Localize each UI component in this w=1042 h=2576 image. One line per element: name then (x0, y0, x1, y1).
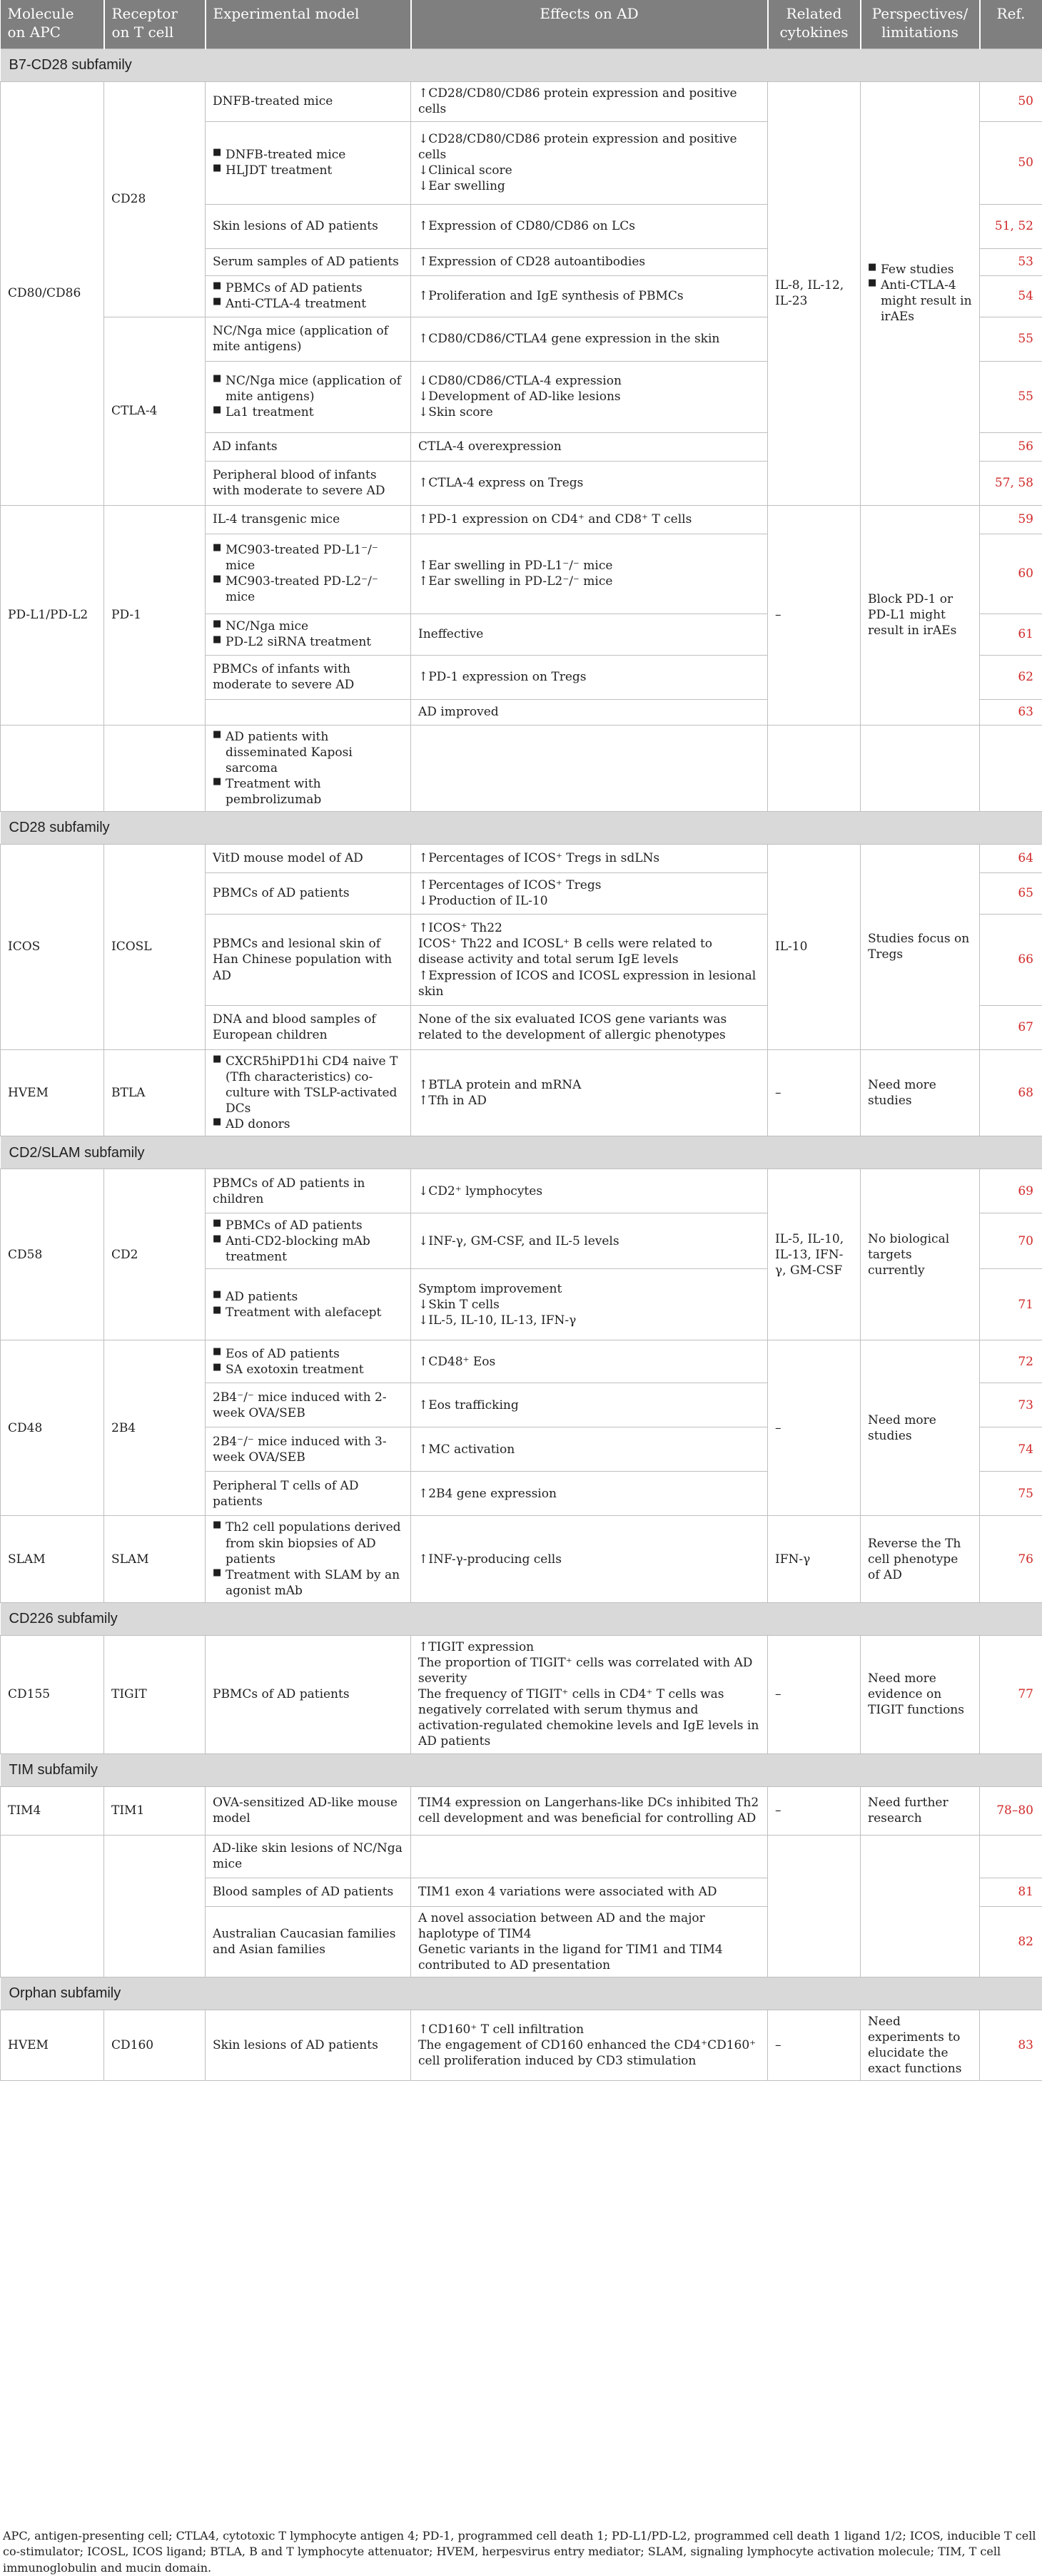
model-cell (206, 2010, 411, 2080)
ref-cell: 57, 58 (980, 461, 1042, 505)
table-row (1, 725, 1042, 811)
effects-cell (411, 1878, 768, 1906)
effects-cell (411, 872, 768, 914)
table-cell (861, 725, 980, 811)
text-line: ↑Eos trafficking (418, 1398, 760, 1413)
model-cell (206, 1878, 411, 1906)
list-item: ■ Th2 cell populations derived from skin biopsies of AD patients (213, 1519, 403, 1567)
ref-cell: 55 (980, 317, 1042, 361)
header-row (1, 0, 1042, 49)
text-line: PBMCs of AD patients (213, 1686, 403, 1702)
text-line: ↑Expression of CD28 autoantibodies (418, 254, 760, 270)
effects-cell (411, 1427, 768, 1472)
text-line: PBMCs and lesional skin of Han Chinese population with AD (213, 936, 403, 983)
header-perspectives: Perspectives/ limitations (861, 0, 980, 49)
ref-cell: 81 (980, 1878, 1042, 1906)
text-line: ↓Production of IL-10 (418, 893, 760, 909)
text-line: Need experiments to elucidate the exact functions (868, 2014, 972, 2077)
model-cell (206, 872, 411, 914)
text-line: ↑BTLA protein and mRNA (418, 1077, 760, 1093)
text-line: ↑PD-1 expression on Tregs (418, 669, 760, 685)
ref-cell: 82 (980, 1906, 1042, 1977)
list-item: ■ MC903-treated PD-L2⁻/⁻ mice (213, 574, 403, 605)
list-item: ■ PBMCs of AD patients (213, 280, 403, 296)
model-cell (206, 534, 411, 614)
effects-cell (411, 699, 768, 725)
text-line: Peripheral blood of infants with moderate to severe AD (213, 467, 403, 499)
receptor-cell: CD160 (104, 2010, 206, 2080)
ref-cell: 59 (980, 505, 1042, 534)
molecule-cell: ICOS (1, 844, 104, 1049)
text-line: AD infants (213, 439, 403, 454)
effects-cell (411, 534, 768, 614)
cytokines-cell: – (768, 1786, 861, 1835)
ref-cell: 64 (980, 844, 1042, 872)
effects-cell (411, 1169, 768, 1213)
text-line: PBMCs of infants with moderate to severe AD (213, 661, 403, 693)
ref-cell: 76 (980, 1516, 1042, 1602)
cytokines-cell: – (768, 1340, 861, 1516)
model-cell (206, 1427, 411, 1472)
text-line: ↓IL-5, IL-10, IL-13, IFN-γ (418, 1313, 760, 1328)
text-line: ↑CD160⁺ T cell infiltration (418, 2022, 760, 2037)
table-row (1, 1169, 1042, 1213)
ref-cell: 74 (980, 1427, 1042, 1472)
ref-cell: 71 (980, 1269, 1042, 1340)
text-line: Australian Caucasian families and Asian families (213, 1926, 403, 1958)
text-line: ↑Ear swelling in PD-L1⁻/⁻ mice (418, 558, 760, 574)
text-line: OVA-sensitized AD-like mouse model (213, 1795, 403, 1826)
perspectives-cell (861, 2010, 980, 2080)
text-line: ↓Skin T cells (418, 1297, 760, 1313)
effects-cell (411, 81, 768, 121)
receptor-cell: CD28 (104, 81, 206, 317)
table-cell (768, 725, 861, 811)
effects-cell (411, 1005, 768, 1049)
model-cell (206, 81, 411, 121)
text-line: The engagement of CD160 enhanced the CD4⁺CD160⁺ cell proliferation induced by CD3 stimulation (418, 2037, 760, 2069)
model-cell (206, 121, 411, 204)
ref-cell: 62 (980, 655, 1042, 699)
perspectives-cell (861, 1340, 980, 1516)
effects-cell (411, 1269, 768, 1340)
effects-cell (411, 204, 768, 248)
molecule-cell: CD58 (1, 1169, 104, 1340)
ref-cell: 70 (980, 1213, 1042, 1269)
section-row (1, 1136, 1042, 1169)
receptor-cell: PD-1 (104, 505, 206, 725)
table-cell (1, 1835, 104, 1977)
text-line: ↓CD2⁺ lymphocytes (418, 1183, 760, 1199)
text-line: AD improved (418, 704, 760, 720)
model-cell (206, 505, 411, 534)
header-molecule: Molecule on APC (1, 0, 104, 49)
ref-cell: 72 (980, 1340, 1042, 1383)
table-cell (104, 1835, 206, 1977)
list-item: ■ Treatment with SLAM by an agonist mAb (213, 1567, 403, 1599)
ref-cell: 51, 52 (980, 204, 1042, 248)
model-cell (206, 1049, 411, 1136)
ref-cell: 61 (980, 614, 1042, 655)
molecule-cell: SLAM (1, 1516, 104, 1602)
table-row (1, 844, 1042, 872)
section-title: Orphan subfamily (1, 1977, 1042, 2010)
effects-cell (411, 248, 768, 275)
model-cell (206, 914, 411, 1005)
perspectives-cell (861, 505, 980, 725)
list-item: ■ DNFB-treated mice (213, 147, 403, 163)
text-line: Peripheral T cells of AD patients (213, 1478, 403, 1510)
text-line: ↑MC activation (418, 1442, 760, 1457)
effects-cell (411, 1213, 768, 1269)
text-line: TIM1 exon 4 variations were associated with AD (418, 1884, 760, 1900)
list-item: ■ Anti-CD2-blocking mAb treatment (213, 1233, 403, 1265)
receptor-cell: BTLA (104, 1049, 206, 1136)
molecule-cell: CD48 (1, 1340, 104, 1516)
text-line: DNA and blood samples of European children (213, 1012, 403, 1043)
receptor-cell: CTLA-4 (104, 317, 206, 505)
section-row (1, 811, 1042, 844)
text-line: TIM4 expression on Langerhans-like DCs inhibited Th2 cell development and was beneficial for controlling AD (418, 1795, 760, 1826)
effects-cell (411, 361, 768, 432)
molecule-cell: TIM4 (1, 1786, 104, 1835)
model-cell (206, 699, 411, 725)
text-line: A novel association between AD and the major haplotype of TIM4 (418, 1910, 760, 1942)
effects-cell (411, 1516, 768, 1602)
model-cell (206, 725, 411, 811)
text-line: Need more evidence on TIGIT functions (868, 1671, 972, 1718)
ref-cell: 55 (980, 361, 1042, 432)
text-line: ↑2B4 gene expression (418, 1486, 760, 1502)
section-title: B7-CD28 subfamily (1, 49, 1042, 81)
effects-cell (411, 121, 768, 204)
perspectives-cell (861, 1049, 980, 1136)
perspectives-cell (861, 1786, 980, 1835)
model-cell (206, 275, 411, 317)
model-cell (206, 1213, 411, 1269)
text-line: ↓Ear swelling (418, 178, 760, 194)
list-item: ■ Anti-CTLA-4 might result in irAEs (868, 278, 972, 325)
header-ref: Ref. (980, 0, 1042, 49)
table-cell (1, 725, 104, 811)
effects-cell (411, 1635, 768, 1753)
text-line: ↑ICOS⁺ Th22 (418, 920, 760, 936)
table-row (1, 1049, 1042, 1136)
cytokines-cell: – (768, 505, 861, 725)
model-cell (206, 317, 411, 361)
text-line: Serum samples of AD patients (213, 254, 403, 270)
effects-cell (411, 1383, 768, 1427)
header-cytokines: Related cytokines (768, 0, 861, 49)
effects-cell (411, 914, 768, 1005)
text-line: ↑CD28/CD80/CD86 protein expression and positive cells (418, 86, 760, 117)
text-line: ↑CD80/CD86/CTLA4 gene expression in the skin (418, 331, 760, 347)
model-cell (206, 1835, 411, 1878)
perspectives-cell (861, 1169, 980, 1340)
molecule-cell: PD-L1/PD-L2 (1, 505, 104, 725)
model-cell (206, 614, 411, 655)
text-line: ↓Development of AD-like lesions (418, 389, 760, 404)
section-title: TIM subfamily (1, 1753, 1042, 1786)
text-line: ↑TIGIT expression (418, 1639, 760, 1655)
text-line: IL-4 transgenic mice (213, 511, 403, 527)
list-item: ■ PD-L2 siRNA treatment (213, 634, 403, 650)
text-line: ↑Proliferation and IgE synthesis of PBMCs (418, 288, 760, 304)
text-line: ↓CD28/CD80/CD86 protein expression and positive cells (418, 131, 760, 163)
list-item: ■ Anti-CTLA-4 treatment (213, 296, 403, 312)
model-cell (206, 1786, 411, 1835)
table-row (1, 1786, 1042, 1835)
list-item: ■ AD patients with disseminated Kaposi sarcoma (213, 729, 403, 776)
section-row (1, 1977, 1042, 2010)
table-footnote: APC, antigen-presenting cell; CTLA4, cytotoxic T lymphocyte antigen 4; PD-1, programmed cell death 1; PD-L1/PD-L2, programmed cell death 1 ligand 1/2; ICOS, inducible T cell co-stimulator; ICOSL, ICOS ligand; BTLA, B and T lymphocyte attenuator; HVEM, herpesvirus entry mediator; SLAM, signaling lymphocyte activation molecule; TIM, T cell immunoglobulin and mucin domain. (0, 2528, 1042, 2576)
ref-cell: 66 (980, 914, 1042, 1005)
cytokines-cell: – (768, 1049, 861, 1136)
section-title: CD226 subfamily (1, 1602, 1042, 1635)
list-item: ■ SA exotoxin treatment (213, 1362, 403, 1378)
perspectives-cell (861, 844, 980, 1049)
list-item: ■ NC/Nga mice (213, 618, 403, 634)
list-item: ■ PBMCs of AD patients (213, 1218, 403, 1233)
model-cell (206, 1340, 411, 1383)
list-item: ■ AD donors (213, 1116, 403, 1132)
text-line: ↑Tfh in AD (418, 1093, 760, 1109)
ref-cell: 68 (980, 1049, 1042, 1136)
section-title: CD2/SLAM subfamily (1, 1136, 1042, 1169)
model-cell (206, 461, 411, 505)
table-row (1, 1835, 1042, 1878)
section-row (1, 1753, 1042, 1786)
ref-cell: 67 (980, 1005, 1042, 1049)
ref-cell: 83 (980, 2010, 1042, 2080)
list-item: ■ AD patients (213, 1289, 403, 1305)
receptor-cell: TIM1 (104, 1786, 206, 1835)
effects-cell (411, 1906, 768, 1977)
effects-cell (411, 655, 768, 699)
molecule-cell: HVEM (1, 2010, 104, 2080)
model-cell (206, 1635, 411, 1753)
text-line: ↑Expression of CD80/CD86 on LCs (418, 218, 760, 234)
list-item: ■ CXCR5hiPD1hi CD4 naive T (Tfh characteristics) co-culture with TSLP-activated DCs (213, 1054, 403, 1116)
text-line: PBMCs of AD patients (213, 885, 403, 901)
text-line: Studies focus on Tregs (868, 931, 972, 962)
perspectives-cell (861, 1516, 980, 1602)
text-line: Symptom improvement (418, 1281, 760, 1297)
header-receptor: Receptor on T cell (104, 0, 206, 49)
text-line: Blood samples of AD patients (213, 1884, 403, 1900)
ref-cell: 65 (980, 872, 1042, 914)
cytokines-cell: – (768, 2010, 861, 2080)
text-line: AD-like skin lesions of NC/Nga mice (213, 1841, 403, 1872)
table-cell (980, 725, 1042, 811)
effects-cell (411, 1472, 768, 1516)
text-line: CTLA-4 overexpression (418, 439, 760, 454)
text-line: Need further research (868, 1795, 972, 1826)
cytokines-cell: IL-5, IL-10, IL-13, IFN-γ, GM-CSF (768, 1169, 861, 1340)
table-row (1, 2010, 1042, 2080)
text-line: Skin lesions of AD patients (213, 218, 403, 234)
ref-cell: 63 (980, 699, 1042, 725)
table-row (1, 1516, 1042, 1602)
model-cell (206, 1472, 411, 1516)
model-cell (206, 361, 411, 432)
text-line: ↑CD48⁺ Eos (418, 1354, 760, 1370)
text-line: Block PD-1 or PD-L1 might result in irAEs (868, 591, 972, 638)
cytokines-cell: IFN-γ (768, 1516, 861, 1602)
text-line: The frequency of TIGIT⁺ cells in CD4⁺ T cells was negatively correlated with serum thymus and activation-regulated chemokine levels and IgE levels in AD patients (418, 1686, 760, 1749)
effects-cell (411, 505, 768, 534)
text-line: 2B4⁻/⁻ mice induced with 2-week OVA/SEB (213, 1390, 403, 1421)
effects-cell (411, 2010, 768, 2080)
ref-cell: 60 (980, 534, 1042, 614)
list-item: ■ Eos of AD patients (213, 1346, 403, 1362)
effects-cell (411, 432, 768, 461)
model-cell (206, 1906, 411, 1977)
text-line: Need more studies (868, 1412, 972, 1444)
effects-cell (411, 1049, 768, 1136)
table-row (1, 505, 1042, 534)
section-row (1, 1602, 1042, 1635)
text-line: ↓CD80/CD86/CTLA-4 expression (418, 373, 760, 389)
receptor-cell: SLAM (104, 1516, 206, 1602)
list-item: ■ MC903-treated PD-L1⁻/⁻ mice (213, 542, 403, 574)
cytokines-cell: IL-8, IL-12, IL-23 (768, 81, 861, 505)
effects-cell (411, 614, 768, 655)
text-line: ↑INF-γ-producing cells (418, 1552, 760, 1567)
table-row (1, 1340, 1042, 1383)
text-line: ↑Percentages of ICOS⁺ Tregs in sdLNs (418, 850, 760, 866)
effects-cell (411, 275, 768, 317)
ref-cell: 50 (980, 81, 1042, 121)
cytokines-cell: – (768, 1635, 861, 1753)
perspectives-cell (861, 1635, 980, 1753)
list-item: ■ Few studies (868, 262, 972, 278)
ref-cell: 78–80 (980, 1786, 1042, 1835)
text-line: VitD mouse model of AD (213, 850, 403, 866)
model-cell (206, 1383, 411, 1427)
text-line: 2B4⁻/⁻ mice induced with 3-week OVA/SEB (213, 1434, 403, 1465)
text-line: ↑PD-1 expression on CD4⁺ and CD8⁺ T cells (418, 511, 760, 527)
molecule-cell: CD155 (1, 1635, 104, 1753)
effects-cell (411, 317, 768, 361)
receptor-cell: 2B4 (104, 1340, 206, 1516)
cytokines-cell: IL-10 (768, 844, 861, 1049)
table-row (1, 81, 1042, 121)
text-line: No biological targets currently (868, 1231, 972, 1278)
model-cell (206, 1169, 411, 1213)
header-effects: Effects on AD (411, 0, 768, 49)
text-line: ↑Percentages of ICOS⁺ Tregs (418, 877, 760, 893)
table-cell (980, 1835, 1042, 1878)
receptor-cell: CD2 (104, 1169, 206, 1340)
header-model: Experimental model (206, 0, 411, 49)
table-row (1, 1635, 1042, 1753)
text-line: ↓INF-γ, GM-CSF, and IL-5 levels (418, 1233, 760, 1249)
model-cell (206, 844, 411, 872)
section-row (1, 49, 1042, 81)
section-title: CD28 subfamily (1, 811, 1042, 844)
list-item: ■ Treatment with alefacept (213, 1305, 403, 1320)
model-cell (206, 1005, 411, 1049)
text-line: PBMCs of AD patients in children (213, 1176, 403, 1207)
text-line: Ineffective (418, 626, 760, 642)
ref-cell: 73 (980, 1383, 1042, 1427)
ref-cell: 69 (980, 1169, 1042, 1213)
ref-cell: 54 (980, 275, 1042, 317)
text-line: Reverse the Th cell phenotype of AD (868, 1536, 972, 1583)
receptor-cell: TIGIT (104, 1635, 206, 1753)
molecule-cell: HVEM (1, 1049, 104, 1136)
list-item: ■ HLJDT treatment (213, 163, 403, 178)
table-cell (768, 1835, 861, 1977)
ref-cell: 50 (980, 121, 1042, 204)
text-line: DNFB-treated mice (213, 93, 403, 109)
list-item: ■ La1 treatment (213, 404, 403, 420)
list-item: ■ NC/Nga mice (application of mite antigens) (213, 373, 403, 404)
text-line: Genetic variants in the ligand for TIM1 and TIM4 contributed to AD presentation (418, 1942, 760, 1973)
receptor-cell: ICOSL (104, 844, 206, 1049)
effects-cell (411, 461, 768, 505)
effects-cell (411, 1786, 768, 1835)
text-line: ↑Expression of ICOS and ICOSL expression in lesional skin (418, 968, 760, 999)
text-line: Need more studies (868, 1077, 972, 1109)
text-line: ICOS⁺ Th22 and ICOSL⁺ B cells were related to disease activity and total serum IgE levels (418, 936, 760, 967)
model-cell (206, 432, 411, 461)
model-cell (206, 1269, 411, 1340)
table-cell (411, 1835, 768, 1878)
text-line: None of the six evaluated ICOS gene variants was related to the development of allergic phenotypes (418, 1012, 760, 1043)
text-line: ↑Ear swelling in PD-L2⁻/⁻ mice (418, 574, 760, 589)
ref-cell: 77 (980, 1635, 1042, 1753)
text-line: ↑CTLA-4 express on Tregs (418, 475, 760, 491)
ref-cell: 56 (980, 432, 1042, 461)
text-line: Skin lesions of AD patients (213, 2037, 403, 2053)
table-cell (411, 725, 768, 811)
molecule-cell: CD80/CD86 (1, 81, 104, 505)
text-line: ↓Clinical score (418, 163, 760, 178)
model-cell (206, 655, 411, 699)
text-line: NC/Nga mice (application of mite antigens) (213, 323, 403, 355)
model-cell (206, 248, 411, 275)
ref-cell: 75 (980, 1472, 1042, 1516)
text-line: ↓Skin score (418, 404, 760, 420)
table-cell (104, 725, 206, 811)
model-cell (206, 1516, 411, 1602)
model-cell (206, 204, 411, 248)
effects-cell (411, 1340, 768, 1383)
table-cell (861, 1835, 980, 1977)
ref-cell: 53 (980, 248, 1042, 275)
perspectives-cell (861, 81, 980, 505)
effects-cell (411, 844, 768, 872)
text-line: The proportion of TIGIT⁺ cells was correlated with AD severity (418, 1655, 760, 1686)
list-item: ■ Treatment with pembrolizumab (213, 776, 403, 808)
